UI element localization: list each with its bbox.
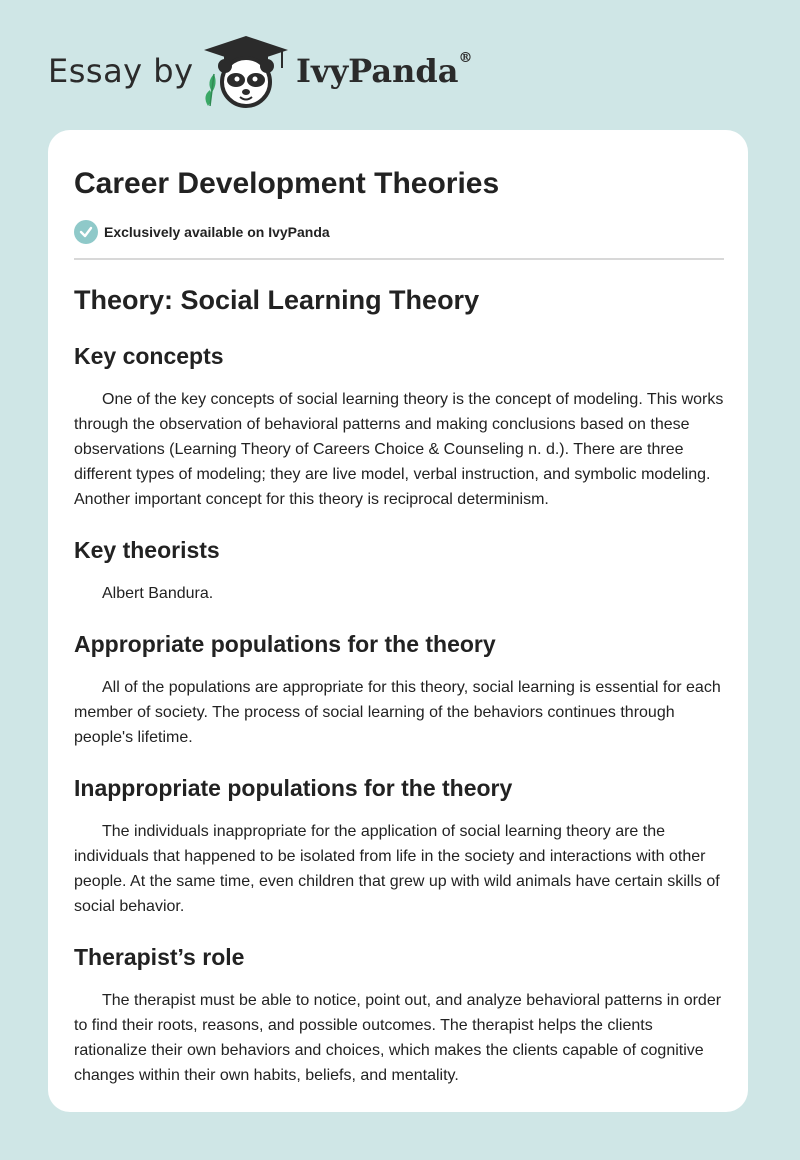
check-icon — [74, 220, 98, 244]
section-inappropriate-populations — [74, 774, 724, 919]
section-key-theorists — [74, 536, 724, 606]
page-title: Career Development Theories — [74, 167, 500, 200]
brand-name-text: IvyPanda — [296, 52, 459, 90]
ivypanda-logo-icon[interactable] — [200, 34, 292, 110]
section-heading: Inappropriate populations for the theory — [74, 775, 513, 801]
section-paragraph: One of the key concepts of social learning theory is the concept of modeling. This works through the observation of behavioral patterns and making conclusions based on these observations (Learning Theory of Careers Choice & Counseling n. d.). There are three different types of modeling; they are live model, verbal instruction, and symbolic modeling. Another important concept for this theory is reciprocal determinism. — [74, 391, 724, 508]
section-paragraph: The therapist must be able to notice, point out, and analyze behavioral patterns in order to find their roots, reasons, and possible outcomes. The therapist helps the clients rationalize their own behaviors and choices, which makes the clients capable of cognitive changes within their own habits, beliefs, and mentality. — [74, 992, 722, 1084]
badge-label: Exclusively available on IvyPanda — [104, 224, 330, 240]
essay-by-label: Essay by — [48, 52, 194, 90]
section-therapist-role — [74, 943, 724, 1088]
ivypanda-wordmark[interactable] — [296, 52, 472, 90]
theory-heading: Theory: Social Learning Theory — [74, 285, 480, 315]
section-paragraph: The individuals inappropriate for the application of social learning theory are the individuals that happened to be isolated from life in the society and interactions with other people. At the same time, even children that grew up with wild animals have certain skills of social behavior. — [74, 823, 720, 915]
essay-content — [74, 166, 724, 1088]
section-paragraph: Albert Bandura. — [102, 585, 214, 602]
section-heading: Appropriate populations for the theory — [74, 631, 496, 657]
section-heading: Therapist’s role — [74, 944, 245, 970]
site-header — [0, 0, 800, 130]
section-heading: Key concepts — [74, 343, 224, 369]
exclusive-badge — [74, 220, 724, 244]
section-key-concepts — [74, 342, 724, 512]
registered-mark: ® — [458, 50, 473, 67]
divider — [74, 258, 724, 260]
essay-card — [48, 130, 748, 1112]
section-paragraph: All of the populations are appropriate for this theory, social learning is essential for each member of society. The process of social learning of the behaviors continues through people's lifetime. — [74, 679, 721, 746]
section-appropriate-populations — [74, 630, 724, 750]
section-heading: Key theorists — [74, 537, 220, 563]
